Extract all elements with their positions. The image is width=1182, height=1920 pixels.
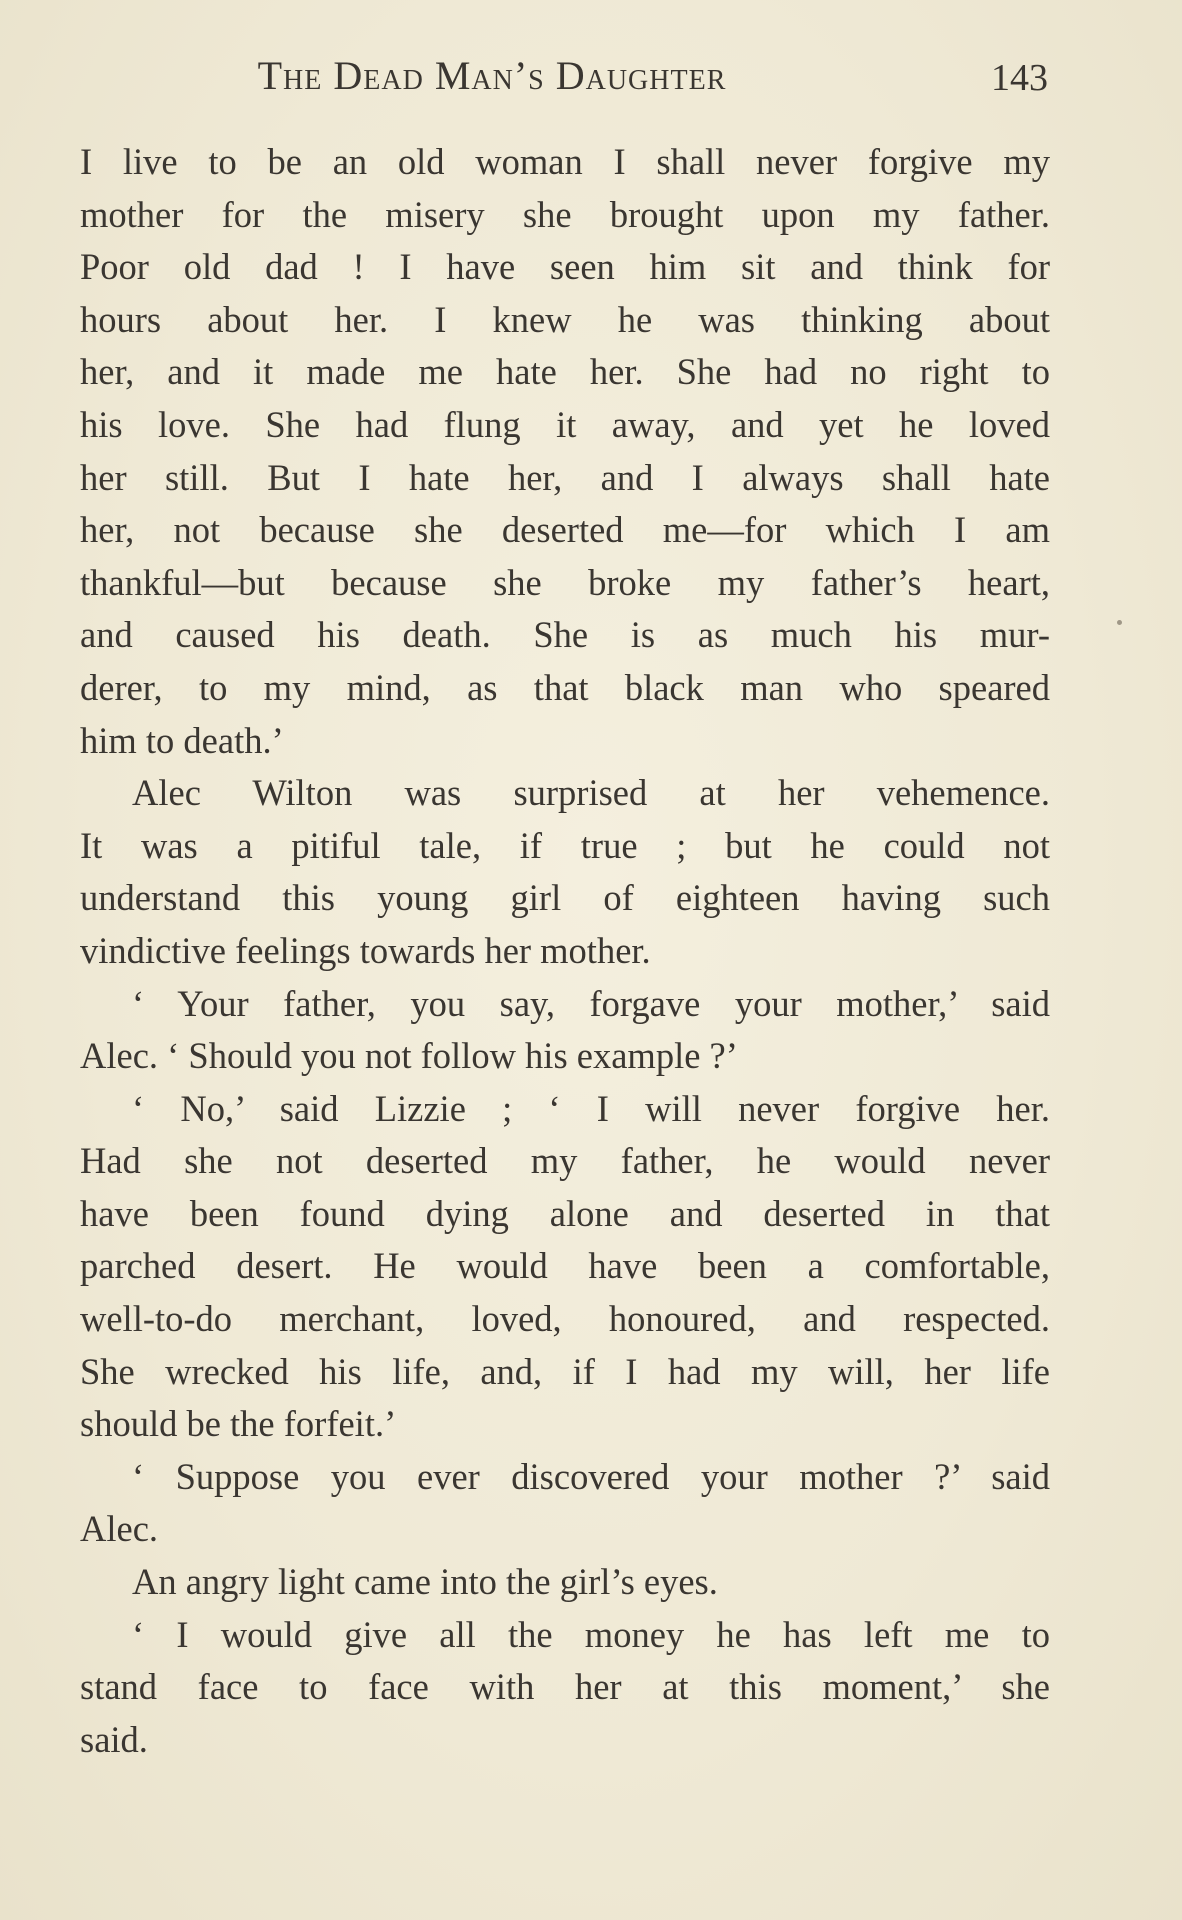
text-line: him to death.’ xyxy=(80,719,284,761)
text-line: I live to be an old woman I shall never forgive my xyxy=(80,141,1050,182)
body-text xyxy=(80,136,1050,1766)
text-line: ‘ No,’ said Lizzie ; ‘ I will never forgive her. xyxy=(132,1087,1050,1129)
text-line: her, not because she deserted me—for which I am xyxy=(80,509,1050,551)
paper-speck xyxy=(1117,620,1122,625)
text-line: understand this young girl of eighteen having such xyxy=(80,877,1050,919)
text-line: Alec Wilton was surprised at her vehemence. xyxy=(132,772,1050,814)
text-line: It was a pitiful tale, if true ; but he could not xyxy=(80,824,1050,866)
text-line: hours about her. I knew he was thinking about xyxy=(80,298,1050,340)
text-line: his love. She had flung it away, and yet he loved xyxy=(80,403,1050,445)
paragraph xyxy=(80,1083,1050,1451)
text-line: Had she not deserted my father, he would never xyxy=(80,1140,1050,1182)
text-line: She wrecked his life, and, if I had my will, her life xyxy=(80,1350,1050,1392)
text-line: An angry light came into the girl’s eyes. xyxy=(132,1561,718,1603)
running-title: The Dead Man’s Daughter xyxy=(257,53,727,98)
text-line: parched desert. He would have been a comfortable, xyxy=(80,1245,1050,1287)
text-line: derer, to my mind, as that black man who speared xyxy=(80,666,1050,708)
text-line: stand face to face with her at this moment,’ she xyxy=(80,1666,1050,1708)
paragraph xyxy=(80,136,1050,767)
text-line: have been found dying alone and deserted in that xyxy=(80,1192,1050,1234)
text-line: Alec. ‘ Should you not follow his example ?’ xyxy=(80,1035,738,1077)
paragraph xyxy=(80,767,1050,977)
text-line: should be the forfeit.’ xyxy=(80,1403,397,1445)
paragraph xyxy=(80,1451,1050,1556)
text-line: ‘ Your father, you say, forgave your mother,’ said xyxy=(132,982,1050,1024)
text-line: vindictive feelings towards her mother. xyxy=(80,929,651,971)
text-line: ‘ I would give all the money he has left me to xyxy=(132,1613,1050,1655)
text-line: ‘ Suppose you ever discovered your mother ?’ said xyxy=(132,1455,1050,1497)
text-line: thankful—but because she broke my father’s heart, xyxy=(80,561,1050,603)
text-line: Alec. xyxy=(80,1508,159,1550)
text-line: and caused his death. She is as much his mur- xyxy=(80,614,1050,656)
page-number: 143 xyxy=(991,57,1048,99)
paragraph xyxy=(80,1556,1050,1609)
text-line: her, and it made me hate her. She had no right to xyxy=(80,351,1050,393)
text-line: her still. But I hate her, and I always shall hate xyxy=(80,456,1050,498)
paragraph xyxy=(80,1609,1050,1767)
text-line: mother for the misery she brought upon my father. xyxy=(80,193,1050,235)
paragraph xyxy=(80,978,1050,1083)
text-line: Poor old dad ! I have seen him sit and think for xyxy=(80,246,1050,288)
text-line: well-to-do merchant, loved, honoured, and respected. xyxy=(80,1298,1050,1340)
text-line: said. xyxy=(80,1718,148,1760)
running-head xyxy=(80,52,1050,102)
